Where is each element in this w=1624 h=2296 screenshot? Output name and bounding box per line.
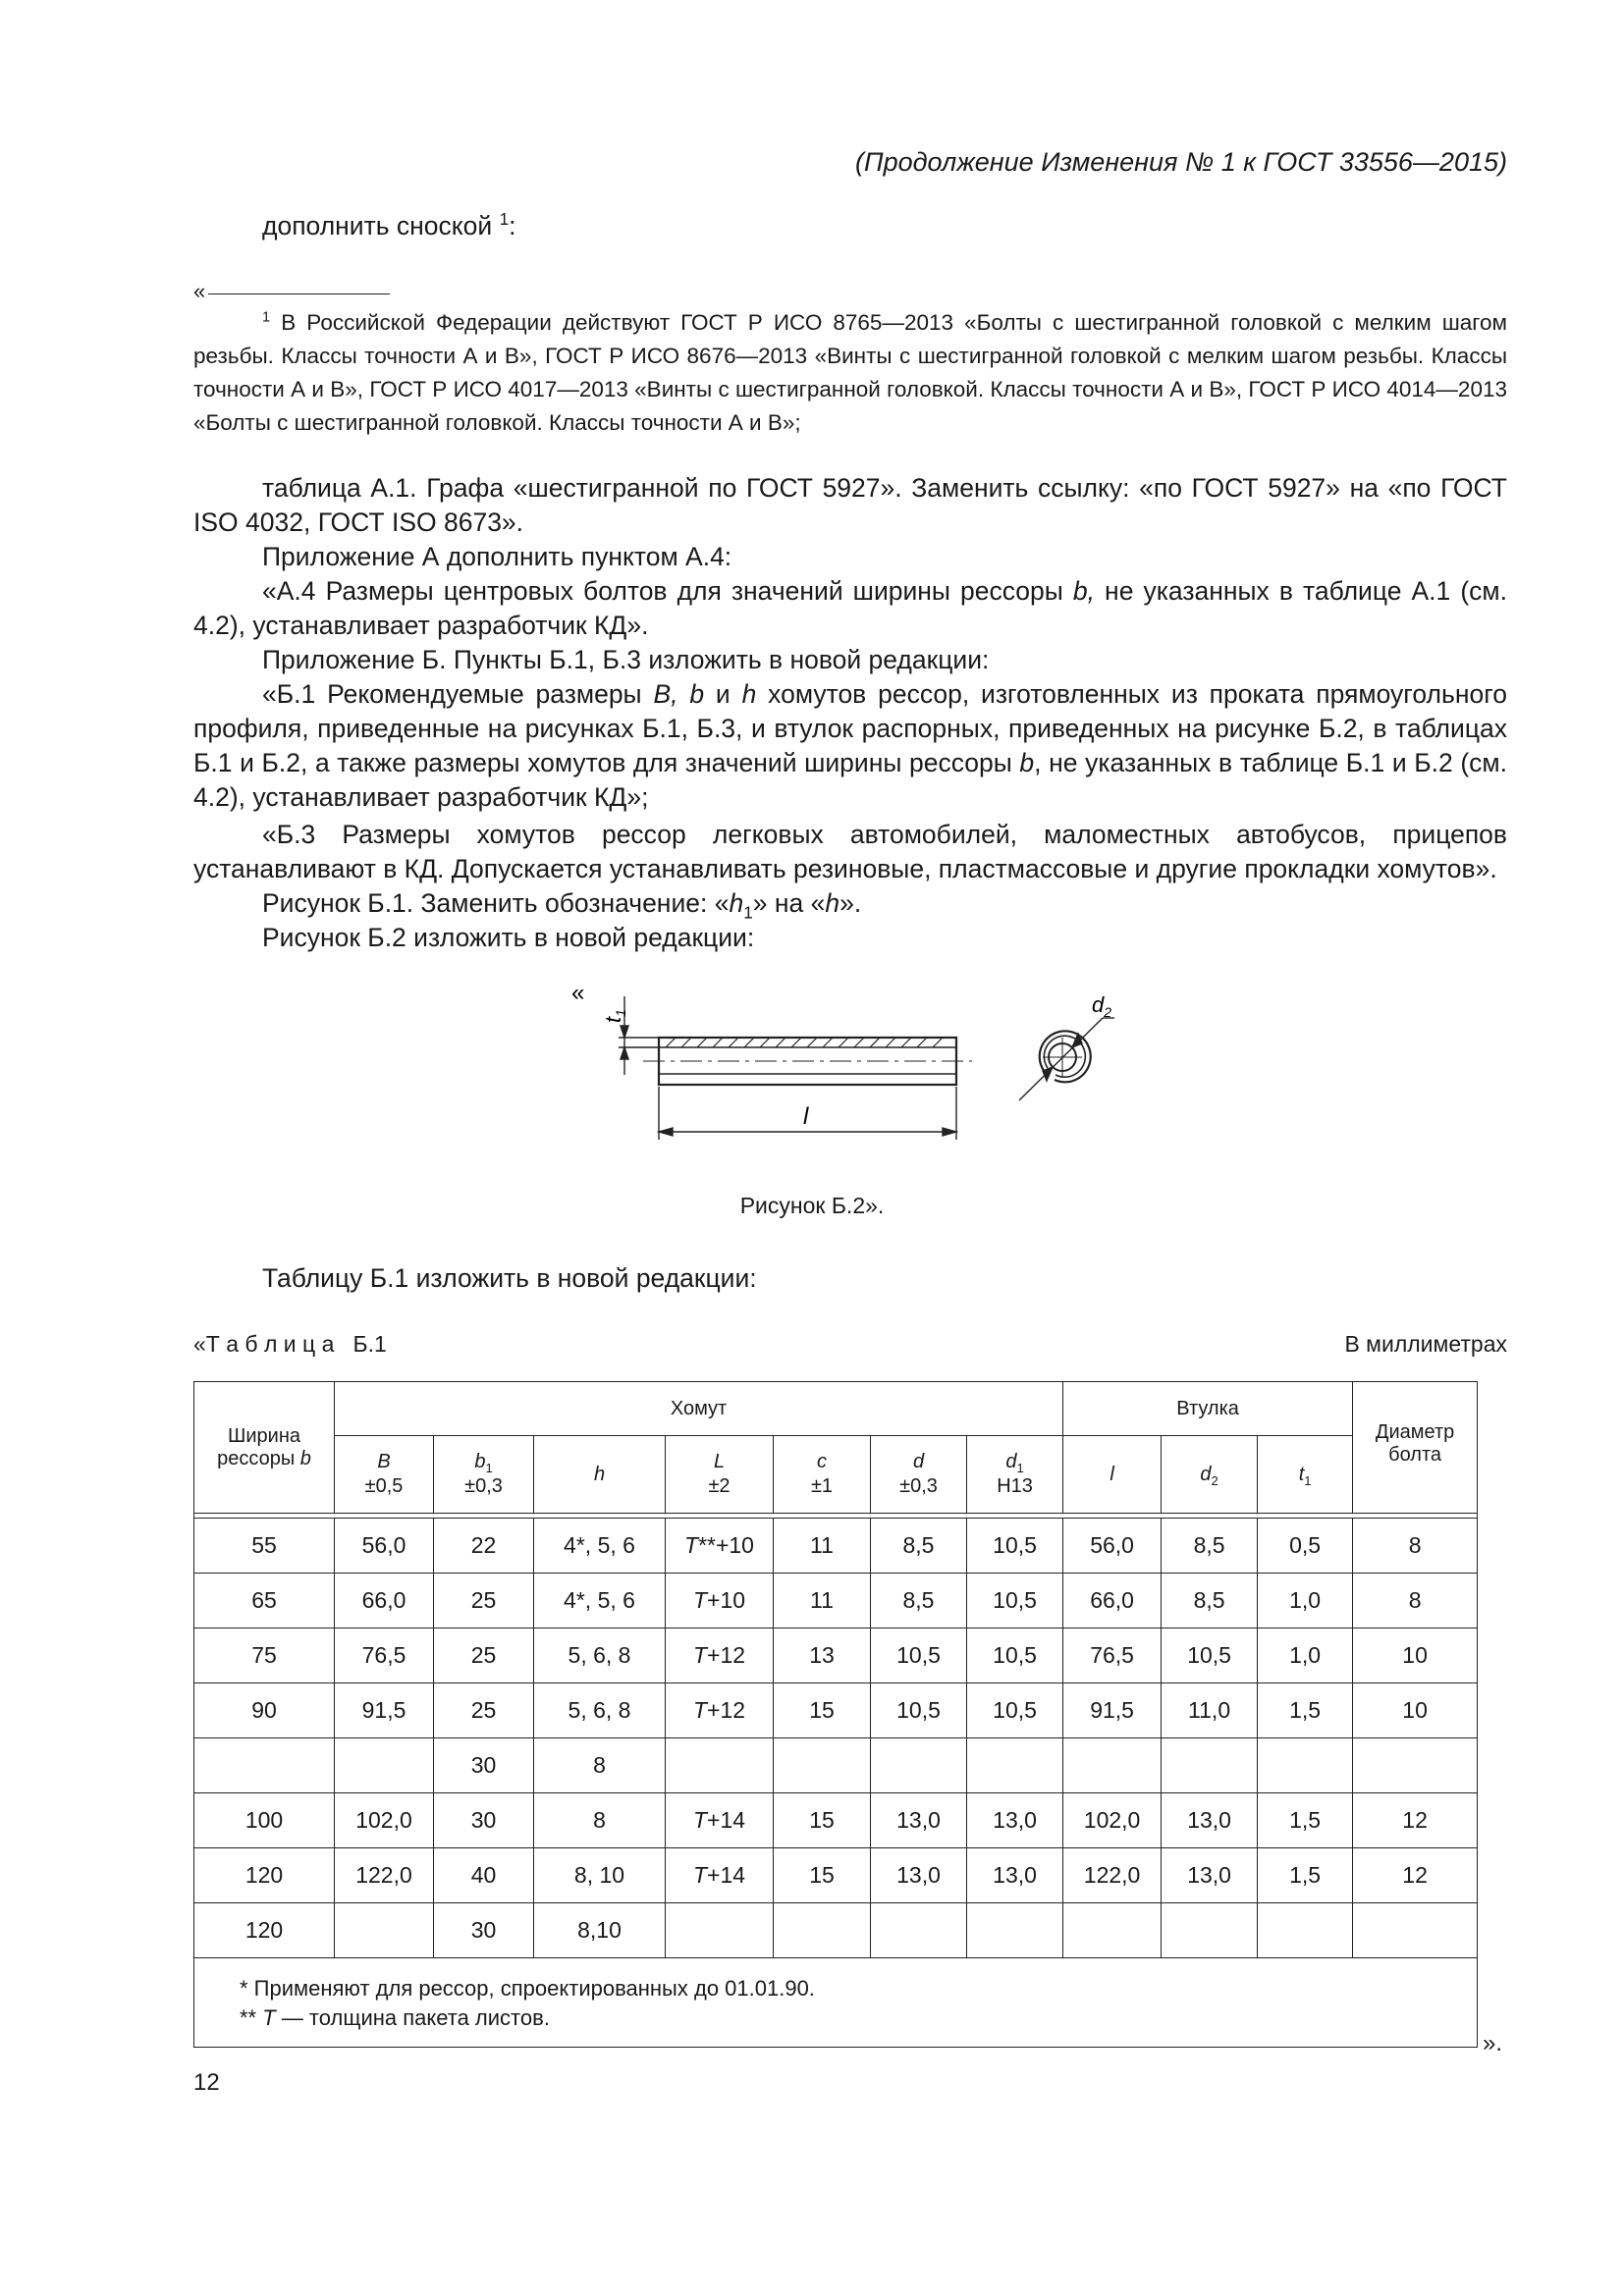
table-row xyxy=(194,1848,1478,1903)
para-fig-b1 xyxy=(193,886,1507,921)
b1-var-h: h xyxy=(741,679,757,709)
table-cell xyxy=(1162,1903,1258,1958)
table-cell: 1,0 xyxy=(1258,1629,1353,1683)
table-cell: 8 xyxy=(1353,1574,1478,1629)
footnote-body xyxy=(193,306,1507,440)
b1-text-3: , не указанных в таблице Б.1 и Б.2 (см. 4.2), устанавливает разработчик КД»; xyxy=(193,748,1507,812)
table-cell xyxy=(967,1903,1063,1958)
table-cell: 15 xyxy=(774,1683,871,1738)
table-cell: 122,0 xyxy=(1063,1848,1162,1903)
table-cell: 13,0 xyxy=(1162,1793,1258,1848)
table-cell: 13,0 xyxy=(1162,1848,1258,1903)
table-cell: T**+10 xyxy=(666,1519,774,1574)
table-cell: 8 xyxy=(534,1738,666,1793)
table-cell: T+12 xyxy=(666,1683,774,1738)
instruction-text: дополнить сноской xyxy=(262,211,493,240)
table-cell: 8,5 xyxy=(871,1574,967,1629)
table-cell xyxy=(774,1738,871,1793)
instruction-colon: : xyxy=(509,211,516,240)
table-cell xyxy=(1353,1738,1478,1793)
table-cell: 10,5 xyxy=(967,1629,1063,1683)
figure-quote: « xyxy=(571,980,585,1006)
table-cell xyxy=(1353,1903,1478,1958)
subheader-cell: l xyxy=(1063,1436,1162,1514)
footnote-instruction xyxy=(193,209,1507,243)
table-cell xyxy=(666,1903,774,1958)
figb1-var-h: h xyxy=(825,888,840,918)
para-a4 xyxy=(193,574,1507,643)
table-cell: 10 xyxy=(1353,1629,1478,1683)
b1-text-2: хомутов рессор, изготовленных из проката прямоугольного профиля, приведенные на рисунках Б.1, Б.3, и втулок распорных, приведенных на рисунке Б.2, в таблицах Б.1 и Б.2, а также размеры хомутов для значений ширины рессоры xyxy=(193,679,1508,777)
subheader-cell: c ±1 xyxy=(774,1436,871,1514)
para-appendix-a: Приложение А дополнить пунктом А.4: xyxy=(262,542,732,571)
table-header-row-1 xyxy=(194,1382,1478,1436)
table-cell: 10,5 xyxy=(967,1683,1063,1738)
sleeve-side-view xyxy=(643,1038,972,1085)
table-cell: 40 xyxy=(434,1848,534,1903)
table-cell: 102,0 xyxy=(1063,1793,1162,1848)
table-cell: 13 xyxy=(774,1629,871,1683)
table-cell: 90 xyxy=(194,1683,335,1738)
table-cell: 13,0 xyxy=(871,1793,967,1848)
table-cell xyxy=(871,1738,967,1793)
table-cell: 11 xyxy=(774,1519,871,1574)
para-b3: «Б.3 Размеры хомутов рессор легковых автомобилей, маломестных автобусов, прицепов устанавливают в КД. Допускается устанавливать резиновые, пластмассовые и другие прокладки хомутов». xyxy=(193,820,1507,883)
figb1-text-2: » на « xyxy=(752,888,826,918)
table-cell: 8,5 xyxy=(1162,1574,1258,1629)
a4-var-b: b, xyxy=(1072,576,1095,606)
table-cell: 1,0 xyxy=(1258,1574,1353,1629)
table-cell xyxy=(1258,1903,1353,1958)
table-cell: 1,5 xyxy=(1258,1848,1353,1903)
table-row xyxy=(194,1903,1478,1958)
table-cell: 8,5 xyxy=(871,1519,967,1574)
table-cell: 0,5 xyxy=(1258,1519,1353,1574)
table-cell: 25 xyxy=(434,1574,534,1629)
footnote-text: В Российской Федерации действуют ГОСТ Р ИСО 8765—2013 «Болты с шестигранной головкой с мелким шагом резьбы. Классы точности А и В», ГОСТ Р ИСО 8676—2013 «Винты с шестигранной головкой с мелким шагом резьбы. Классы точности А и В», ГОСТ Р ИСО 4017—2013 «Винты с шестигранной головкой. Классы точности А и В», ГОСТ Р ИСО 4014—2013 «Болты с шестигранной головкой. Классы точности А и В»; xyxy=(193,310,1507,435)
figb1-var-h1: h xyxy=(729,888,744,918)
subheader-cell: L ±2 xyxy=(666,1436,774,1514)
table-cell: 91,5 xyxy=(1063,1683,1162,1738)
table-units: В миллиметрах xyxy=(1344,1331,1507,1357)
table-row xyxy=(194,1683,1478,1738)
table-cell: 66,0 xyxy=(1063,1574,1162,1629)
table-cell: 22 xyxy=(434,1519,534,1574)
table-cell: 66,0 xyxy=(335,1574,434,1629)
l-label: l xyxy=(803,1103,809,1130)
table-cell: 100 xyxy=(194,1793,335,1848)
figb1-text-1: Рисунок Б.1. Заменить обозначение: « xyxy=(262,888,730,918)
footnote-quote-mark: « xyxy=(193,279,206,303)
table-cell: 13,0 xyxy=(967,1793,1063,1848)
figure-b2-drawing xyxy=(560,977,1149,1163)
table-title: «Т а б л и ц а Б.1 xyxy=(193,1331,387,1357)
table-cell: 25 xyxy=(434,1683,534,1738)
table-cell: 56,0 xyxy=(1063,1519,1162,1574)
table-cell xyxy=(335,1738,434,1793)
table-notes-cell xyxy=(194,1958,1478,2048)
subheader-cell: d ±0,3 xyxy=(871,1436,967,1514)
table-cell: 5, 6, 8 xyxy=(534,1683,666,1738)
table-cell: 30 xyxy=(434,1793,534,1848)
table-cell: T+14 xyxy=(666,1848,774,1903)
para-fig-b2: Рисунок Б.2 изложить в новой редакции: xyxy=(262,923,755,952)
para-table-a1: таблица А.1. Графа «шестигранной по ГОСТ 5927». Заменить ссылку: «по ГОСТ 5927» на «по ГОСТ ISO 4032, ГОСТ ISO 8673». xyxy=(193,473,1507,537)
table-cell xyxy=(967,1738,1063,1793)
b1-var-bb: B, b xyxy=(653,679,705,709)
table-cell: 13,0 xyxy=(967,1848,1063,1903)
sleeve-hatching xyxy=(666,1038,943,1047)
table-cell: 11 xyxy=(774,1574,871,1629)
note-2: ** T — толщина пакета листов. xyxy=(240,2005,550,2030)
para-table-b1: Таблицу Б.1 изложить в новой редакции: xyxy=(262,1263,757,1293)
figb1-text-3: ». xyxy=(839,888,862,918)
table-notes xyxy=(194,1958,1478,2048)
table-cell: 11,0 xyxy=(1162,1683,1258,1738)
table-cell xyxy=(194,1738,335,1793)
table-cell: 76,5 xyxy=(1063,1629,1162,1683)
table-cell: 65 xyxy=(194,1574,335,1629)
table-body xyxy=(194,1519,1478,1958)
b1-and: и xyxy=(704,679,742,709)
table-cell: 13,0 xyxy=(871,1848,967,1903)
table-cell xyxy=(1258,1738,1353,1793)
table-cell: 8,10 xyxy=(534,1903,666,1958)
table-cell: 10,5 xyxy=(871,1629,967,1683)
t1-dimension xyxy=(619,996,658,1075)
header-sleeve: Втулка xyxy=(1063,1382,1353,1436)
table-cell: 30 xyxy=(434,1738,534,1793)
table-cell: 30 xyxy=(434,1903,534,1958)
table-cell xyxy=(1162,1738,1258,1793)
table-cell: T+14 xyxy=(666,1793,774,1848)
header-width: Ширина рессоры b xyxy=(194,1382,335,1514)
table-cell xyxy=(1063,1903,1162,1958)
table-cell xyxy=(774,1903,871,1958)
figure-caption: Рисунок Б.2». xyxy=(739,1193,885,1218)
closing-quote: ». xyxy=(1483,2030,1503,2056)
table-row xyxy=(194,1793,1478,1848)
table-cell: 75 xyxy=(194,1629,335,1683)
footnote-ref: 1 xyxy=(499,209,510,230)
table-cell: 4*, 5, 6 xyxy=(534,1519,666,1574)
table-header-row-2 xyxy=(194,1436,1478,1514)
table-cell: 8 xyxy=(1353,1519,1478,1574)
b1-text-1: «Б.1 Рекомендуемые размеры xyxy=(262,679,654,709)
table-cell: 120 xyxy=(194,1903,335,1958)
table-cell: 15 xyxy=(774,1793,871,1848)
table-cell: T+12 xyxy=(666,1629,774,1683)
table-cell: 5, 6, 8 xyxy=(534,1629,666,1683)
table-cell: 120 xyxy=(194,1848,335,1903)
t1-label: $t_1$ xyxy=(601,1009,628,1023)
table-cell xyxy=(666,1738,774,1793)
table-cell: 10,5 xyxy=(967,1574,1063,1629)
table-row xyxy=(194,1574,1478,1629)
table-row xyxy=(194,1738,1478,1793)
subheader-cell: $b_1$ ±0,3 xyxy=(434,1436,534,1514)
table-cell: 12 xyxy=(1353,1848,1478,1903)
table-cell: 122,0 xyxy=(335,1848,434,1903)
d2-label: $d_2$ xyxy=(1092,992,1112,1020)
subheader-cell: B ±0,5 xyxy=(335,1436,434,1514)
table-b1 xyxy=(193,1381,1478,2048)
b1-var-b: b xyxy=(1019,748,1035,777)
para-appendix-b: Приложение Б. Пункты Б.1, Б.3 изложить в новой редакции: xyxy=(262,645,990,674)
subheader-cell: $t_1$ xyxy=(1258,1436,1353,1514)
subheader-cell: $d_2$ xyxy=(1162,1436,1258,1514)
table-cell xyxy=(1063,1738,1162,1793)
table-cell: 8,5 xyxy=(1162,1519,1258,1574)
table-cell: 15 xyxy=(774,1848,871,1903)
table-cell: 8 xyxy=(534,1793,666,1848)
table-cell: 1,5 xyxy=(1258,1793,1353,1848)
table-cell: 10,5 xyxy=(967,1519,1063,1574)
table-cell: 56,0 xyxy=(335,1519,434,1574)
table-cell xyxy=(871,1903,967,1958)
table-cell: 10,5 xyxy=(871,1683,967,1738)
table-cell: 8, 10 xyxy=(534,1848,666,1903)
subheader-cell: h xyxy=(534,1436,666,1514)
table-cell: 76,5 xyxy=(335,1629,434,1683)
table-cell: 4*, 5, 6 xyxy=(534,1574,666,1629)
note-1: * Применяют для рессор, спроектированных до 01.01.90. xyxy=(240,1976,815,2001)
para-b1 xyxy=(193,677,1507,815)
table-cell: 12 xyxy=(1353,1793,1478,1848)
table-cell: 102,0 xyxy=(335,1793,434,1848)
header-bolt-diameter: Диаметр болта xyxy=(1353,1382,1478,1514)
table-cell: 91,5 xyxy=(335,1683,434,1738)
a4-text-1: «А.4 Размеры центровых болтов для значений ширины рессоры xyxy=(262,576,1073,606)
table-cell xyxy=(335,1903,434,1958)
table-row xyxy=(194,1519,1478,1574)
table-cell: 55 xyxy=(194,1519,335,1574)
table-cell: 10 xyxy=(1353,1683,1478,1738)
table-cell: T+10 xyxy=(666,1574,774,1629)
a4-text-2: не указанных в таблице А.1 (см. 4.2), устанавливает разработчик КД». xyxy=(193,576,1507,640)
table-cell: 25 xyxy=(434,1629,534,1683)
footnote-number: 1 xyxy=(262,309,271,326)
running-header: (Продолжение Изменения № 1 к ГОСТ 33556—2015) xyxy=(855,147,1507,177)
table-cell: 10,5 xyxy=(1162,1629,1258,1683)
table-cell: 1,5 xyxy=(1258,1683,1353,1738)
subheader-cell: $d_1$ H13 xyxy=(967,1436,1063,1514)
figb1-sub: 1 xyxy=(743,902,753,923)
table-row xyxy=(194,1629,1478,1683)
header-clamp: Хомут xyxy=(335,1382,1063,1436)
page-number: 12 xyxy=(193,2069,220,2096)
